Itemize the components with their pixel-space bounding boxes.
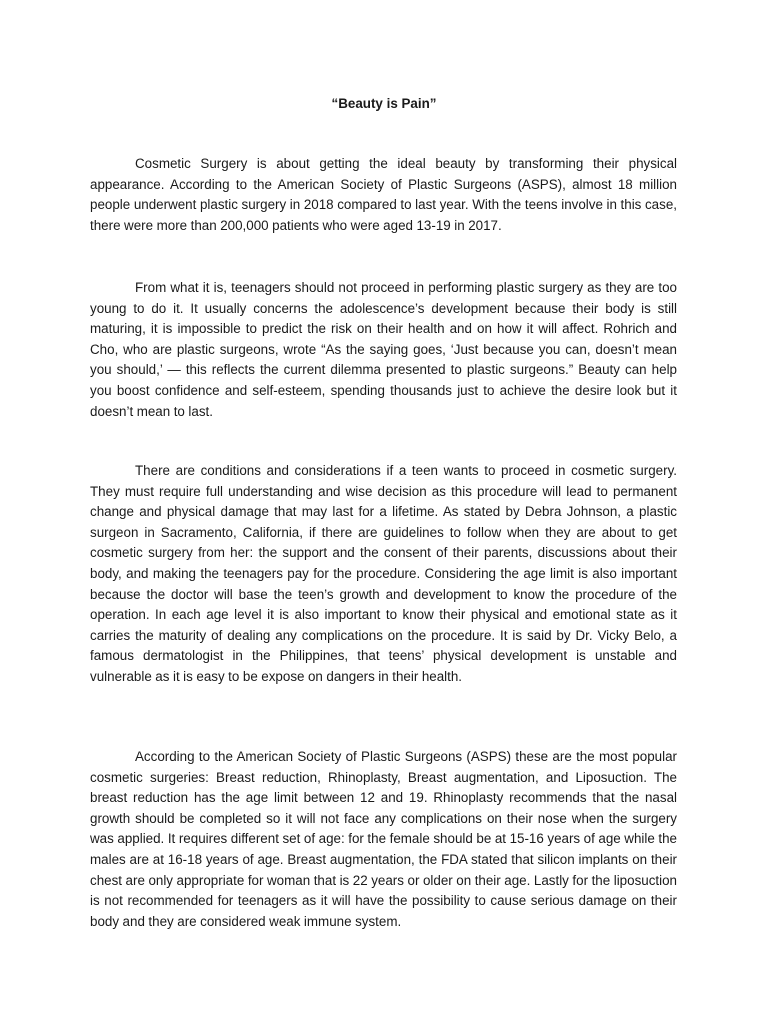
document-title: “Beauty is Pain” [331,96,437,111]
paragraph-teen-risks: From what it is, teenagers should not proceed in performing plastic surgery as they are too young to do it. It usually concerns the adolescence’s development because their body is still maturing, it is impossible to predict the risk on their health and on how it will affect. Rohrich and Cho, who are plastic surgeons, wrote “As the saying goes, ‘Just because you can, doesn’t mean you should,’ — this reflects the current dilemma presented to plastic surgeons.” Beauty can help you boost confidence and self-esteem, spending thousands just to achieve the desire look but it doesn’t mean to last. [90,280,677,419]
paragraph-popular-surgeries: According to the American Society of Plastic Surgeons (ASPS) these are the most popular cosmetic surgeries: Breast reduction, Rhinoplasty, Breast augmentation, and Liposuction. The breast reduction has the age limit between 12 and 19. Rhinoplasty recommends that the nasal growth should be completed so it will not face any complications on their nose when the surgery was applied. It requires different set of age: for the female should be at 15-16 years of age while the males are at 16-18 years of age. Breast augmentation, the FDA stated that silicon implants on their chest are only appropriate for woman that is 22 years or older on their age. Lastly for the liposuction is not recommended for teenagers as it will have the possibility to cause serious damage on their body and they are considered weak immune system. [90,749,677,929]
paragraph-conditions: There are conditions and considerations if a teen wants to proceed in cosmetic surgery. They must require full understanding and wise decision as this procedure will lead to permanent change and physical damage that may last for a lifetime. As stated by Debra Johnson, a plastic surgeon in Sacramento, California, if there are guidelines to follow when they are about to get cosmetic surgery from her: the support and the consent of their parents, discussions about their body, and making the teenagers pay for the procedure. Considering the age limit is also important because the doctor will base the teen’s growth and development to know the procedure of the operation. In each age level it is also important to know their physical and emotional state as it carries the maturity of dealing any complications on the procedure. It is said by Dr. Vicky Belo, a famous dermatologist in the Philippines, that teens’ physical development is unstable and vulnerable as it is easy to be expose on dangers in their health. [90,463,677,684]
paragraph-intro: Cosmetic Surgery is about getting the ideal beauty by transforming their physical appearance. According to the American Society of Plastic Surgeons (ASPS), almost 18 million people underwent plastic surgery in 2018 compared to last year. With the teens involve in this case, there were more than 200,000 patients who were aged 13-19 in 2017. [90,156,677,233]
